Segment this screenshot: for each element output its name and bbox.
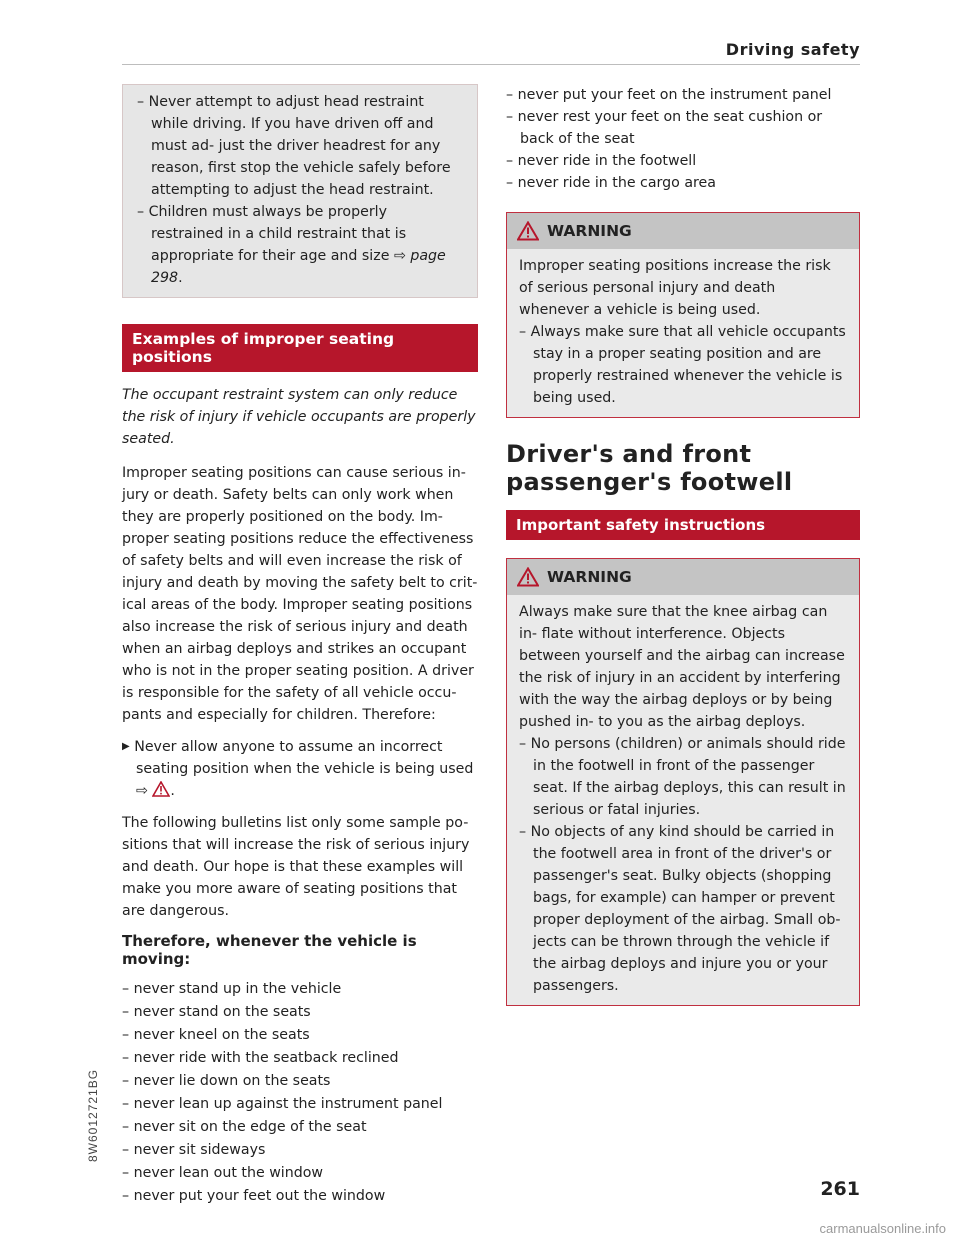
head-restraint-note-box <box>122 84 478 298</box>
warning-triangle-icon <box>152 781 170 797</box>
list-item: – never lie down on the seats <box>122 1070 478 1093</box>
right-column <box>506 84 860 1006</box>
warning-text: Always make sure that the knee airbag can in- flate without interference. Objects between yourself and the airbag can increase the risk of injury in an accident by interfering with the way the airbag deploys or by being pushed in- to you as the airbag deploys. <box>519 604 845 730</box>
page-number: 261 <box>820 1178 860 1200</box>
arrow-ref-period: . <box>170 783 175 799</box>
warning-item: – No persons (children) or animals should ride in the footwell in front of the passenger seat. If the airbag deploys, this can result in serious or fatal injuries. <box>519 733 847 821</box>
warning-box-seating <box>506 212 860 418</box>
warning-item: – No objects of any kind should be carried in the footwell area in front of the driver's or passenger's seat. Bulky objects (shopping bags, for example) can hamper or prevent proper deployment of the airbag. Small ob- jects can be thrown through the vehicle if the airbag deploys and injure you or your passengers. <box>519 821 847 997</box>
list-item: – never sit on the edge of the seat <box>122 1116 478 1139</box>
section-header-title: Driving safety <box>725 40 860 59</box>
warning-title: WARNING <box>547 222 632 240</box>
moving-list <box>122 978 478 1208</box>
list-item: – never ride with the seatback reclined <box>122 1047 478 1070</box>
list-item: – never stand on the seats <box>122 1001 478 1024</box>
section-bar-safety-instructions: Important safety instructions <box>506 510 860 540</box>
instruction-item <box>122 736 478 802</box>
warning-item: – Always make sure that all vehicle occupants stay in a proper seating position and are properly restrained whenever the vehicle is being used. <box>519 321 847 409</box>
body-paragraph: Improper seating positions can cause serious in- jury or death. Safety belts can only work when they are properly positioned on the body. Im- proper seating positions reduce the effectiveness of safety belts and will even increase the risk of injury and death by moving the safety belt to crit- ical areas of the body. Improper seating positions also increase the risk of serious injury and death when an airbag deploys and strikes an occupant who is not in the proper seating position. A driver is responsible for the safety of all vehicle occu- pants and especially for children. Therefore: <box>122 465 478 723</box>
note-item <box>137 201 463 289</box>
list-item: – never put your feet out the window <box>122 1185 478 1208</box>
list-item: – never put your feet on the instrument panel <box>506 84 860 106</box>
section-bar-improper-seating: Examples of improper seating positions <box>122 324 478 372</box>
note-ref-period: . <box>178 270 183 286</box>
document-code: 8W6012721BG <box>86 1068 100 1162</box>
list-item: – never sit sideways <box>122 1139 478 1162</box>
instruction-text: Never allow anyone to assume an incorrect seating position when the vehicle is being used <box>134 739 474 777</box>
warning-box-knee-airbag <box>506 558 860 1006</box>
warning-header <box>507 559 859 595</box>
list-item: – never lean out the window <box>122 1162 478 1185</box>
list-item: – never kneel on the seats <box>122 1024 478 1047</box>
section-intro: The occupant restraint system can only reduce the risk of injury if vehicle occupants are properly seated. <box>122 387 476 447</box>
warning-reference-link[interactable] <box>136 783 170 799</box>
warning-body <box>507 595 859 1005</box>
watermark: carmanualsonline.info <box>819 1221 946 1236</box>
body-paragraph: The following bulletins list only some sample po- sitions that will increase the risk of serious injury and death. Our hope is that these examples will make you more aware of seating positions that are dangerous. <box>122 815 470 919</box>
page-reference-link[interactable]: ⇨ page 298 <box>151 248 446 286</box>
list-item: – never lean up against the instrument panel <box>122 1093 478 1116</box>
chapter-title: Driver's and front passenger's footwell <box>506 440 793 496</box>
warning-header <box>507 213 859 249</box>
list-item: – never ride in the footwell <box>506 150 860 172</box>
triangle-bullet-icon: ▶ <box>122 741 130 752</box>
note-item-text: Children must always be properly restrained in a child restraint that is appropriate for their age and size <box>148 204 407 264</box>
arrow-ref-glyph: ⇨ <box>136 783 148 799</box>
warning-body <box>507 249 859 417</box>
warning-triangle-icon <box>517 221 539 241</box>
warning-triangle-icon <box>517 567 539 587</box>
warning-title: WARNING <box>547 568 632 586</box>
list-item: – never stand up in the vehicle <box>122 978 478 1001</box>
left-column <box>122 84 478 1208</box>
list-item: – never ride in the cargo area <box>506 172 860 194</box>
list-item: – never rest your feet on the seat cushion or back of the seat <box>506 106 860 150</box>
header-divider <box>122 64 860 65</box>
subheading-moving: Therefore, whenever the vehicle is moving: <box>122 932 417 968</box>
warning-text: Improper seating positions increase the risk of serious personal injury and death whenever a vehicle is being used. <box>519 258 831 318</box>
continued-list <box>506 84 860 194</box>
note-item: – Never attempt to adjust head restraint while driving. If you have driven off and must ad- just the driver headrest for any reason, first stop the vehicle safely before attempting to adjust the head restraint. <box>137 91 463 201</box>
